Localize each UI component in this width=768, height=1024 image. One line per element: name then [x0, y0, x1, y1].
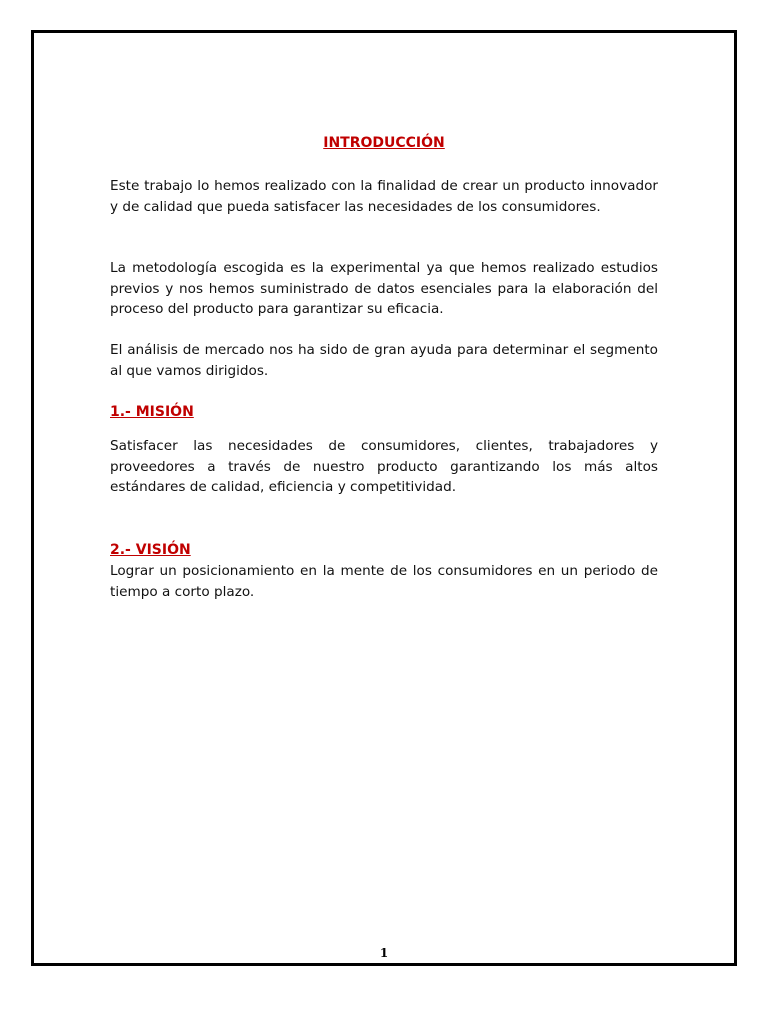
page-number: 1: [379, 946, 389, 960]
intro-paragraph-1: Este trabajo lo hemos realizado con la finalidad de crear un producto innovador y de calidad que pueda satisfacer las necesidades de los consumidores.: [110, 178, 658, 215]
mision-text: Satisfacer las necesidades de consumidores, clientes, trabajadores y proveedores a través de nuestro producto garantizando los más altos estándares de calidad, eficiencia y competitividad.: [110, 438, 658, 495]
intro-paragraph-2: La metodología escogida es la experimental ya que hemos realizado estudios previos y nos hemos suministrado de datos esenciales para la elaboración del proceso del producto para garantizar su eficacia.: [110, 260, 658, 317]
page-border: [31, 30, 737, 966]
vision-text: Lograr un posicionamiento en la mente de los consumidores en un periodo de tiempo a corto plazo.: [110, 563, 658, 600]
intro-paragraph-3: El análisis de mercado nos ha sido de gran ayuda para determinar el segmento al que vamos dirigidos.: [110, 342, 658, 379]
page-title: INTRODUCCIÓN: [323, 135, 445, 151]
mision-heading: 1.- MISIÓN: [110, 404, 194, 420]
vision-heading: 2.- VISIÓN: [110, 542, 191, 558]
